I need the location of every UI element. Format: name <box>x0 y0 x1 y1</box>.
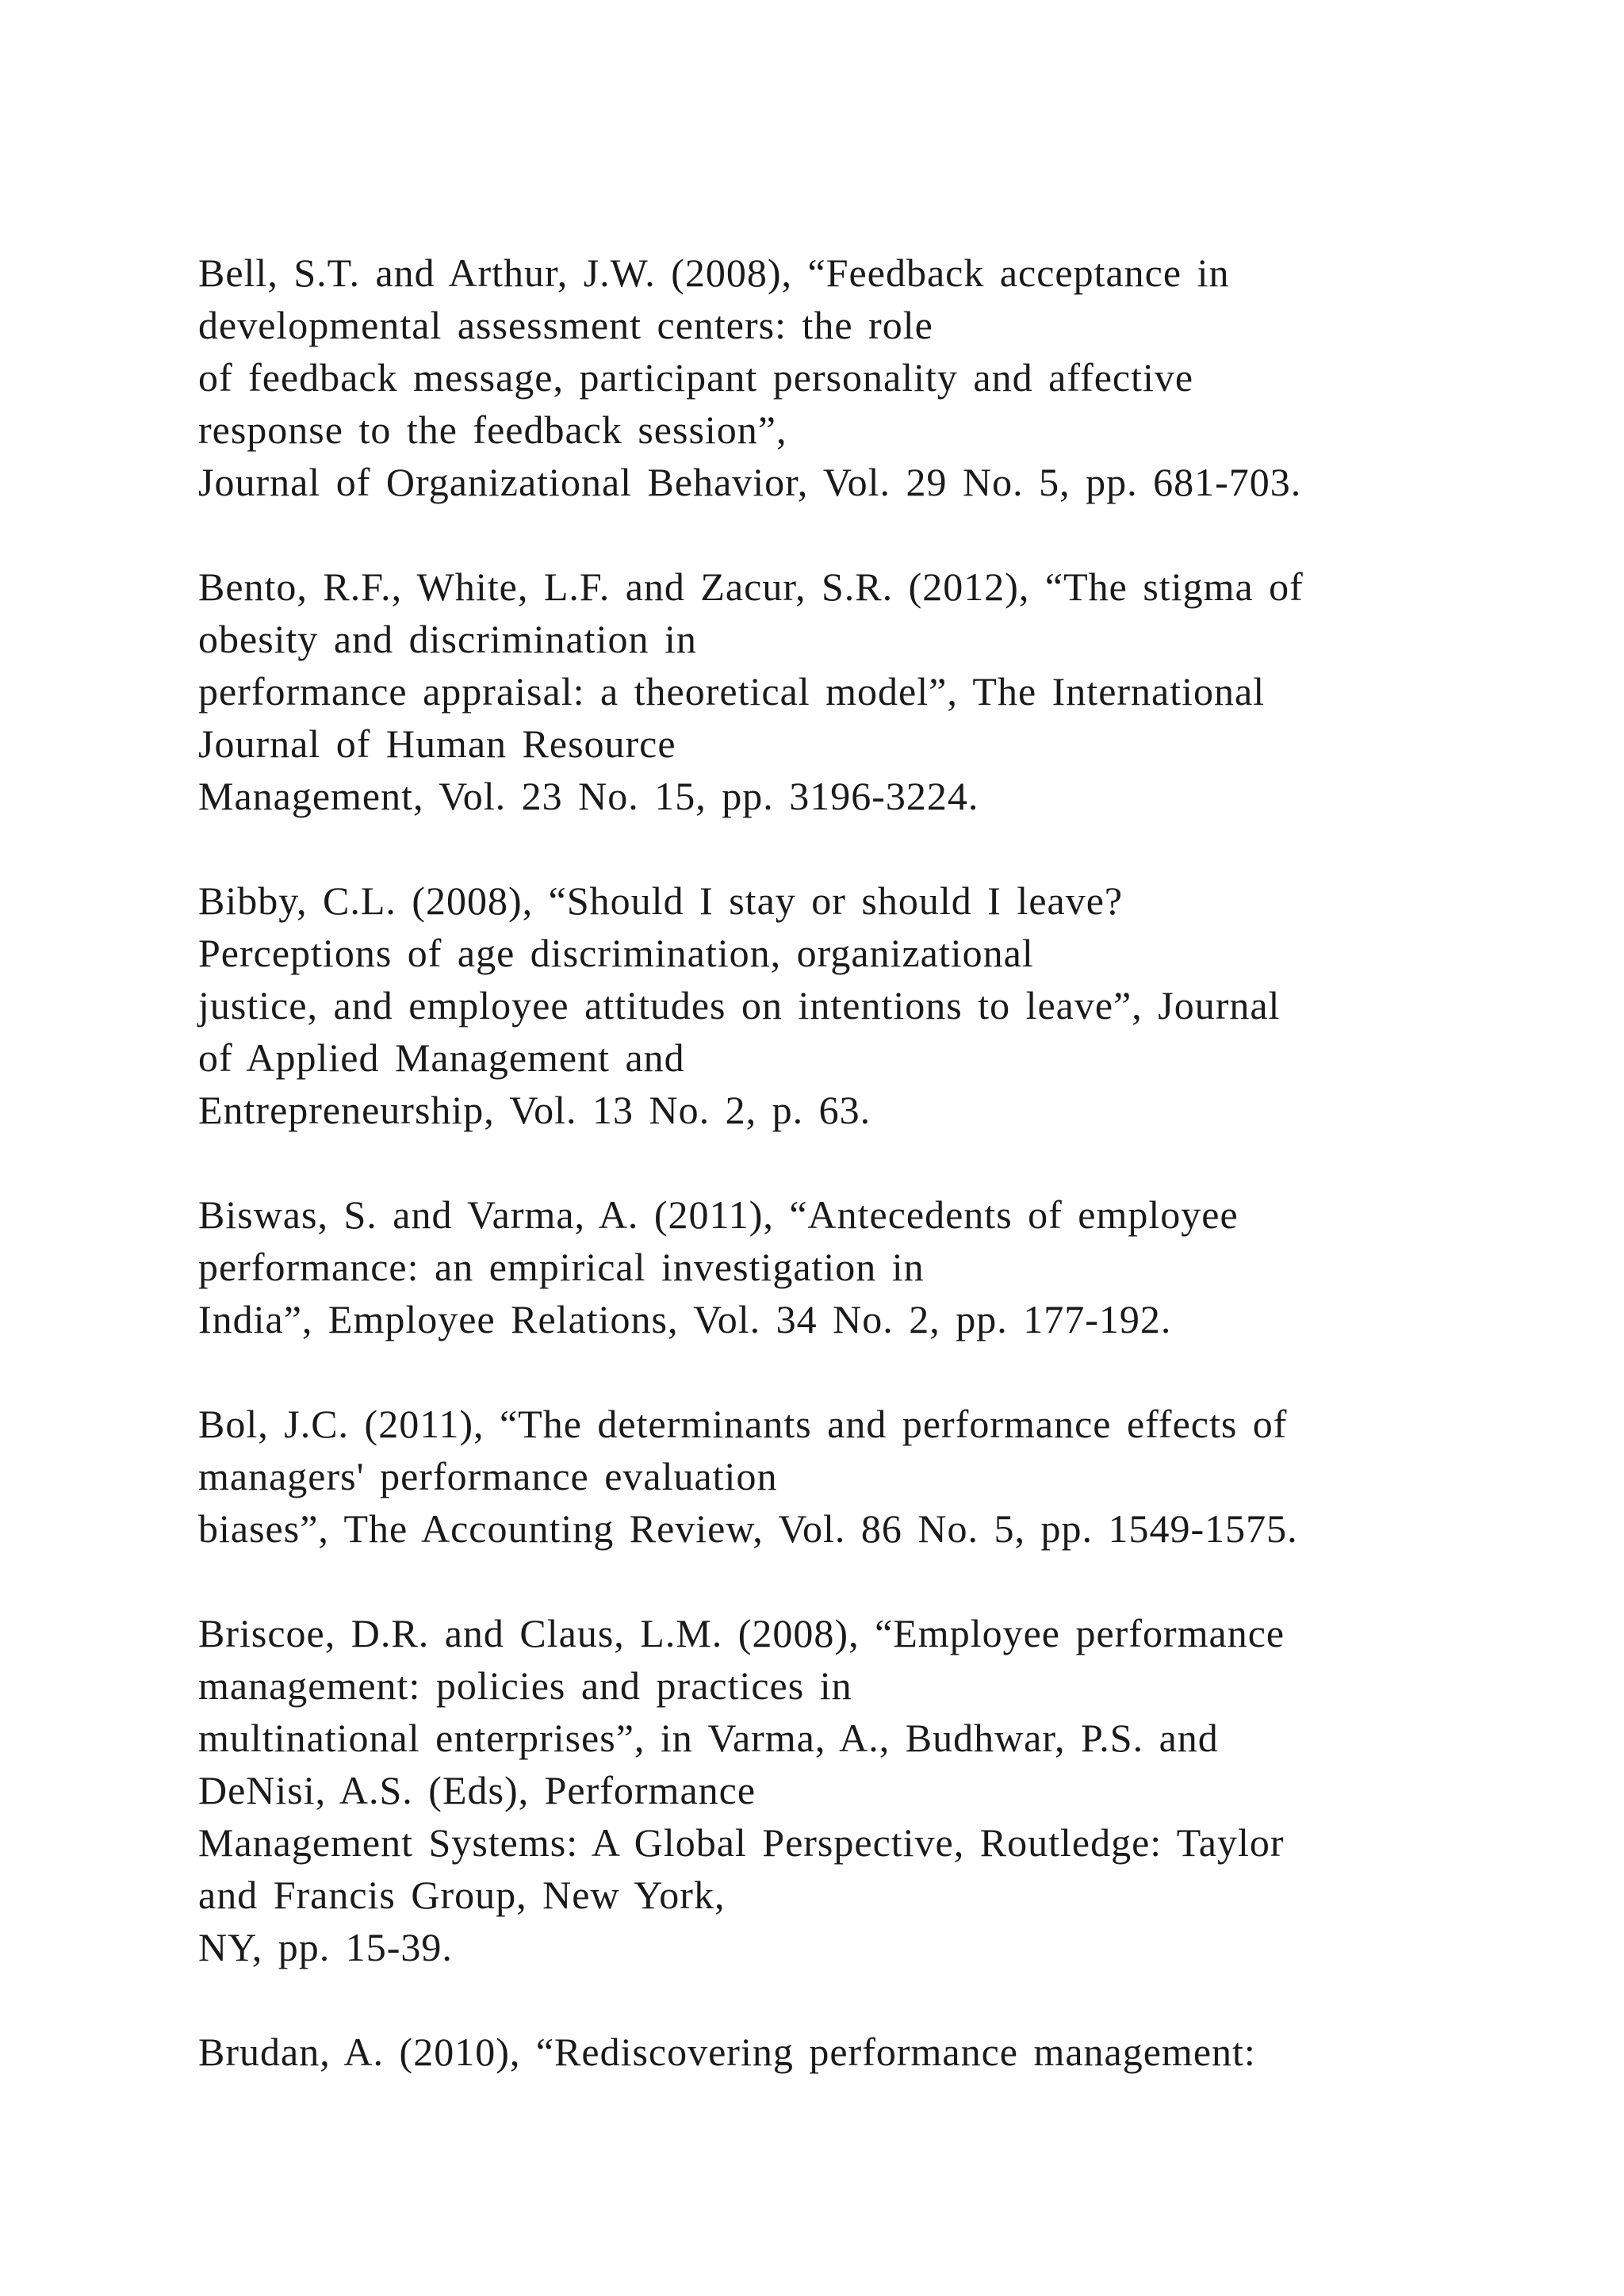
reference-line: biases”, The Accounting Review, Vol. 86 No. 5, pp. 1549-1575. <box>198 1506 1298 1551</box>
reference-line: Management Systems: A Global Perspective, Routledge: Taylor <box>198 1820 1285 1865</box>
reference-line: management: policies and practices in <box>198 1663 852 1708</box>
reference-line: DeNisi, A.S. (Eds), Performance <box>198 1768 756 1812</box>
reference-line: developmental assessment centers: the role <box>198 303 933 347</box>
reference-entry-briscoe <box>198 1607 1483 1973</box>
reference-line: Bol, J.C. (2011), “The determinants and performance effects of <box>198 1402 1288 1446</box>
reference-line: Perceptions of age discrimination, organizational <box>198 931 1034 975</box>
reference-entry-bibby <box>198 874 1483 1136</box>
reference-line: Briscoe, D.R. and Claus, L.M. (2008), “Employee performance <box>198 1611 1285 1655</box>
reference-line: Journal of Human Resource <box>198 721 676 766</box>
reference-line: managers' performance evaluation <box>198 1454 778 1498</box>
reference-line: Journal of Organizational Behavior, Vol. 29 No. 5, pp. 681-703. <box>198 460 1302 504</box>
reference-line: of Applied Management and <box>198 1035 685 1080</box>
reference-line: performance appraisal: a theoretical model”, The International <box>198 669 1266 714</box>
reference-line: India”, Employee Relations, Vol. 34 No. 2, pp. 177-192. <box>198 1297 1172 1341</box>
reference-line: obesity and discrimination in <box>198 617 697 661</box>
reference-line: Bibby, C.L. (2008), “Should I stay or should I leave? <box>198 878 1124 923</box>
reference-list <box>198 247 1483 2130</box>
reference-entry-brudan <box>198 2026 1483 2078</box>
reference-line: Bell, S.T. and Arthur, J.W. (2008), “Feedback acceptance in <box>198 251 1230 295</box>
reference-line: Biswas, S. and Varma, A. (2011), “Antecedents of employee <box>198 1192 1239 1237</box>
reference-entry-biswas <box>198 1188 1483 1345</box>
reference-line: Brudan, A. (2010), “Rediscovering performance management: <box>198 2030 1256 2074</box>
reference-entry-bento <box>198 561 1483 822</box>
reference-line: Bento, R.F., White, L.F. and Zacur, S.R. (2012), “The stigma of <box>198 564 1304 609</box>
reference-line: and Francis Group, New York, <box>198 1873 726 1917</box>
reference-entry-bol <box>198 1398 1483 1555</box>
reference-entry-bell <box>198 247 1483 508</box>
reference-line: Management, Vol. 23 No. 15, pp. 3196-3224. <box>198 774 979 818</box>
reference-line: multinational enterprises”, in Varma, A., Budhwar, P.S. and <box>198 1716 1219 1760</box>
reference-line: NY, pp. 15-39. <box>198 1925 453 1969</box>
reference-line: Entrepreneurship, Vol. 13 No. 2, p. 63. <box>198 1088 871 1132</box>
reference-line: response to the feedback session”, <box>198 408 787 452</box>
reference-line: of feedback message, participant personality and affective <box>198 355 1194 400</box>
reference-line: performance: an empirical investigation in <box>198 1245 925 1289</box>
reference-line: justice, and employee attitudes on intentions to leave”, Journal <box>198 983 1281 1027</box>
